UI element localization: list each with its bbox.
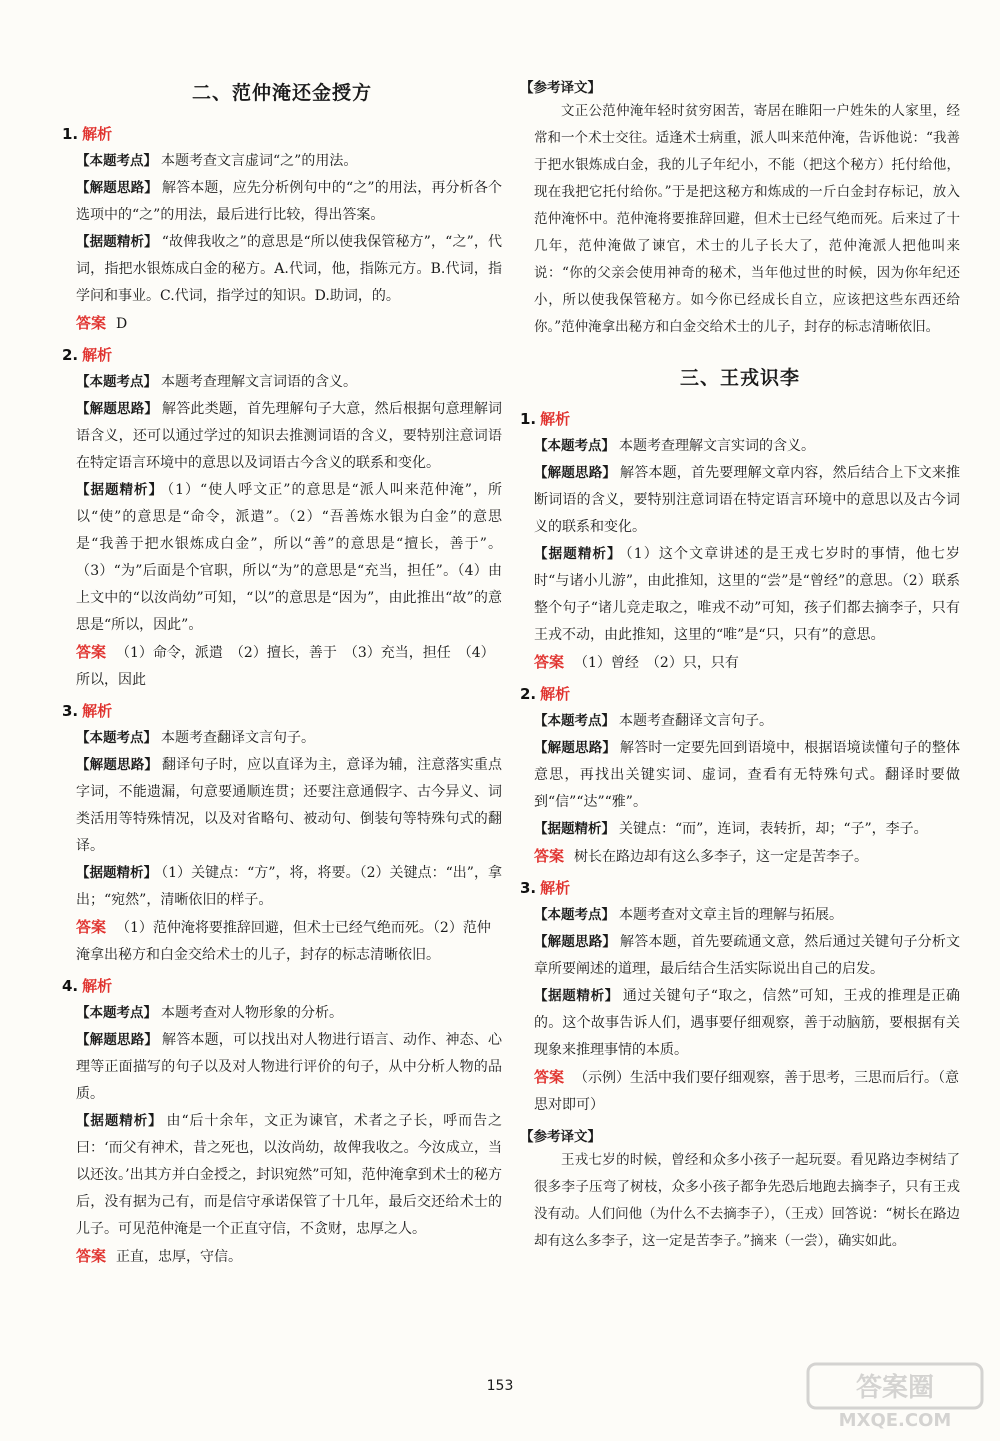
detailed-analysis-text: （1）“使人呼文正”的意思是“派人叫来范仲淹”，所以“使”的意思是“命令，派遣”。（2）“吾善炼水银为白金”的意思是“我善于把水银炼成白金”，所以“善”的意思是“擅长，善于”。（3）“为”后面是个官职，所以“为”的意思是“充当，担任”。（4）由上文中的“以汝尚幼”可知，“以”的意思是“因为”，由此推出“故”的意思是“所以，因此”。 [76,482,502,633]
solving-idea-tag: 【解题思路】 [534,465,617,481]
detailed-analysis [534,983,960,1064]
reference-translation: 文正公范仲淹年轻时贫穷困苦，寄居在睢阳一户姓朱的人家里，经常和一个术士交往。适逢术士病重，派人叫来范仲淹，告诉他说：“我善于把水银炼成白金，我的儿子年纪小，不能（把这个秘方）托付给他，现在我把它托付给你。”于是把这秘方和炼成的一斤白金封存标记，放入范仲淹怀中。范仲淹将要推辞回避，但术士已经气绝而死。后来过了十几年，范仲淹做了谏官，术士的儿子长大了，范仲淹派人把他叫来说：“你的父亲会使用神奇的秘术，当年他过世的时候，因为你年纪还小，所以使我保管秘方。如今你已经成长自立，应该把这些东西还给你。”范仲淹拿出秘方和白金交给术士的儿子，封存的标志清晰依旧。 [534,103,960,335]
answer-label: 答案 [76,643,107,661]
answer [534,843,960,871]
answer-label: 答案 [76,314,107,332]
test-point-tag: 【本题考点】 [534,438,615,454]
analysis-label: 解析 [540,410,571,428]
question-number: 2. [62,346,79,364]
answer-text: 树长在路边却有这么多李子，这一定是苦李子。 [574,849,869,865]
solving-idea-text: 解答此类题，首先理解句子大意，然后根据句意理解词语含义，还可以通过学过的知识去推测词语的含义，要特别注意词语在特定语言环境中的意思以及词语古今含义的联系和变化。 [76,401,503,471]
question-block [62,344,502,694]
answer-label: 答案 [534,847,565,865]
reference-translation: 王戎七岁的时候，曾经和众多小孩子一起玩耍。看见路边李树结了很多李子压弯了树枝，众多小孩子都争先恐后地跑去摘李子，只有王戎没有动。人们问他（为什么不去摘李子），（王戎）回答说：“树长在路边却有这么多李子，这一定是苦李子。”摘来（一尝），确实如此。 [534,1152,960,1249]
question-number: 1. [62,125,79,143]
detailed-analysis [76,229,502,310]
question-heading [62,344,502,365]
detailed-analysis [76,477,502,639]
answer [534,1064,960,1119]
test-point [76,369,502,396]
test-point-tag: 【本题考点】 [534,713,615,729]
test-point [76,1000,502,1027]
test-point [534,708,960,735]
detailed-analysis-tag: 【据题精析】 [76,234,158,250]
analysis-label: 解析 [82,125,113,143]
answer [76,1243,502,1271]
question-heading [62,123,502,144]
question-list [520,408,960,1119]
test-point [534,433,960,460]
answer-label: 答案 [76,1247,107,1265]
test-point [534,902,960,929]
detailed-analysis-text: “故俾我收之”的意思是“所以使我保管秘方”，“之”，代词，指把水银炼成白金的秘方。A.代词，他，指陈元方。B.代词，指学问和事业。C.代词，指学过的知识。D.助词，的。 [76,234,502,304]
solving-idea-tag: 【解题思路】 [76,401,159,417]
left-column [62,70,502,1271]
solving-idea [534,460,960,541]
detailed-analysis-tag: 【据题精析】 [76,865,158,881]
svg-text:MXQE.COM: MXQE.COM [838,1410,952,1431]
question-number: 4. [62,977,79,995]
test-point-tag: 【本题考点】 [76,374,157,390]
answer-label: 答案 [534,653,565,671]
detailed-analysis-text: 由“后十余年，文正为谏官，术者之子长，呼而告之曰：‘而父有神术，昔之死也，以汝尚幼，故俾我收之。今汝成立，当以还汝。’出其方并白金授之，封识宛然”可知，范仲淹拿到术士的秘方后，没有据为己有，而是信守承诺保管了十几年，最后交还给术士的儿子。可见范仲淹是一个正直守信，不贪财，忠厚之人。 [76,1113,503,1237]
detailed-analysis-text: （1）关键点：“方”，将，将要。（2）关键点：“出”，拿出；“宛然”，清晰依旧的样子。 [76,865,502,908]
answer [76,639,502,694]
test-point [76,148,502,175]
solving-idea-tag: 【解题思路】 [534,934,617,950]
test-point-text: 本题考查理解文言词语的含义。 [161,374,357,390]
test-point-tag: 【本题考点】 [76,1005,157,1021]
answer-label: 答案 [534,1068,565,1086]
solving-idea-tag: 【解题思路】 [76,180,158,196]
answer-text: （1）命令，派遣 （2）擅长，善于 （3）充当，担任 （4）所以，因此 [76,645,495,688]
detailed-analysis-tag: 【据题精析】 [534,546,622,562]
test-point-tag: 【本题考点】 [76,730,157,746]
solving-idea-text: 解答时一定要先回到语境中，根据语境读懂句子的整体意思，再找出关键实词、虚词，查看有无特殊句式。翻译时要做到“信”“达”“雅”。 [534,740,961,810]
detailed-analysis [534,816,960,843]
question-block [520,683,960,871]
test-point-text: 本题考查对文章主旨的理解与拓展。 [619,907,843,923]
solving-idea-text: 解答本题，应先分析例句中的“之”的用法，再分析各个选项中的“之”的用法，最后进行比较，得出答案。 [76,180,502,223]
analysis-label: 解析 [540,879,571,897]
answer-text: （示例）生活中我们要仔细观察，善于思考，三思而后行。（意思对即可） [534,1070,960,1113]
solving-idea-text: 解答本题，可以找出对人物进行语言、动作、神态、心理等正面描写的句子以及对人物进行评价的句子，从中分析人物的品质。 [76,1032,503,1102]
solving-idea [534,735,960,816]
question-number: 3. [62,702,79,720]
test-point-text: 本题考查翻译文言句子。 [161,730,315,746]
analysis-label: 解析 [82,702,113,720]
solving-idea [534,929,960,983]
detailed-analysis [76,860,502,914]
analysis-label: 解析 [82,346,113,364]
question-block [62,123,502,338]
detailed-analysis-tag: 【据题精析】 [76,1113,163,1129]
question-number: 3. [520,879,537,897]
question-block [62,975,502,1271]
test-point [76,725,502,752]
test-point-text: 本题考查理解文言实词的含义。 [619,438,815,454]
test-point-text: 本题考查翻译文言句子。 [619,713,773,729]
solving-idea-tag: 【解题思路】 [534,740,617,756]
right-column [520,70,960,1255]
question-heading [520,877,960,898]
section-title: 三、王戎识李 [679,367,800,389]
question-block [520,877,960,1119]
question-heading [62,700,502,721]
test-point-tag: 【本题考点】 [534,907,615,923]
detailed-analysis-tag: 【据题精析】 [534,821,615,837]
question-block [520,408,960,677]
detailed-analysis [534,541,960,649]
answer [76,310,502,338]
page-number: 153 [486,1378,514,1394]
test-point-text: 本题考查文言虚词“之”的用法。 [161,153,358,169]
solving-idea [76,752,502,860]
answer-text: 正直，忠厚，守信。 [116,1249,243,1265]
detailed-analysis-text: （1）这个文章讲述的是王戎七岁时的事情，他七岁时“与诸小儿游”，由此推知，这里的“尝”是“曾经”的意思。（2）联系整个句子“诸儿竞走取之，唯戎不动”可知，孩子们都去摘李子，只有王戎不动，由此推知，这里的“唯”是“只，只有”的意思。 [534,546,961,643]
answer [76,914,502,969]
detailed-analysis-text: 关键点：“而”，连词，表转折，却；“子”，李子。 [619,821,928,837]
reference-translation-heading: 【参考译文】 [520,1129,601,1145]
watermark-logo [800,1360,990,1432]
question-number: 2. [520,685,537,703]
detailed-analysis-tag: 【据题精析】 [76,482,164,498]
reference-translation-heading: 【参考译文】 [520,80,601,96]
test-point-text: 本题考查对人物形象的分析。 [161,1005,343,1021]
answer-text: D [116,316,128,332]
question-list [62,123,502,1271]
solving-idea [76,396,502,477]
solving-idea [76,1027,502,1108]
detailed-analysis-tag: 【据题精析】 [534,988,619,1004]
answer-label: 答案 [76,918,107,936]
section-title: 二、范仲淹还金授方 [191,82,372,104]
analysis-label: 解析 [82,977,113,995]
solving-idea-text: 解答本题，首先要理解文章内容，然后结合上下文来推断词语的含义，要特别注意词语在特定语言环境中的意思以及古今词义的联系和变化。 [534,465,961,535]
question-number: 1. [520,410,537,428]
question-heading [520,683,960,704]
question-heading [62,975,502,996]
test-point-tag: 【本题考点】 [76,153,157,169]
solving-idea-text: 翻译句子时，应以直译为主，意译为辅，注意落实重点字词，不能遗漏，句意要通顺连贯；还要注意通假字、古今异义、词类活用等特殊情况，以及对省略句、被动句、倒装句等特殊句式的翻译。 [76,757,503,854]
question-block [62,700,502,969]
answer-text: （1）曾经 （2）只，只有 [574,655,739,671]
solving-idea [76,175,502,229]
analysis-label: 解析 [540,685,571,703]
solving-idea-tag: 【解题思路】 [76,1032,159,1048]
detailed-analysis-text: 通过关键句子“取之，信然”可知，王戎的推理是正确的。这个故事告诉人们，遇事要仔细观察，善于动脑筋，要根据有关现象来推理事情的本质。 [534,988,960,1058]
solving-idea-tag: 【解题思路】 [76,757,159,773]
answer-text: （1）范仲淹将要推辞回避，但术士已经气绝而死。（2）范仲淹拿出秘方和白金交给术士的儿子，封存的标志清晰依旧。 [76,920,491,963]
solving-idea-text: 解答本题，首先要疏通文意，然后通过关键句子分析文章所要阐述的道理，最后结合生活实际说出自己的启发。 [534,934,961,977]
detailed-analysis [76,1108,502,1243]
svg-text:答案圈: 答案圈 [855,1373,935,1403]
question-heading [520,408,960,429]
answer [534,649,960,677]
